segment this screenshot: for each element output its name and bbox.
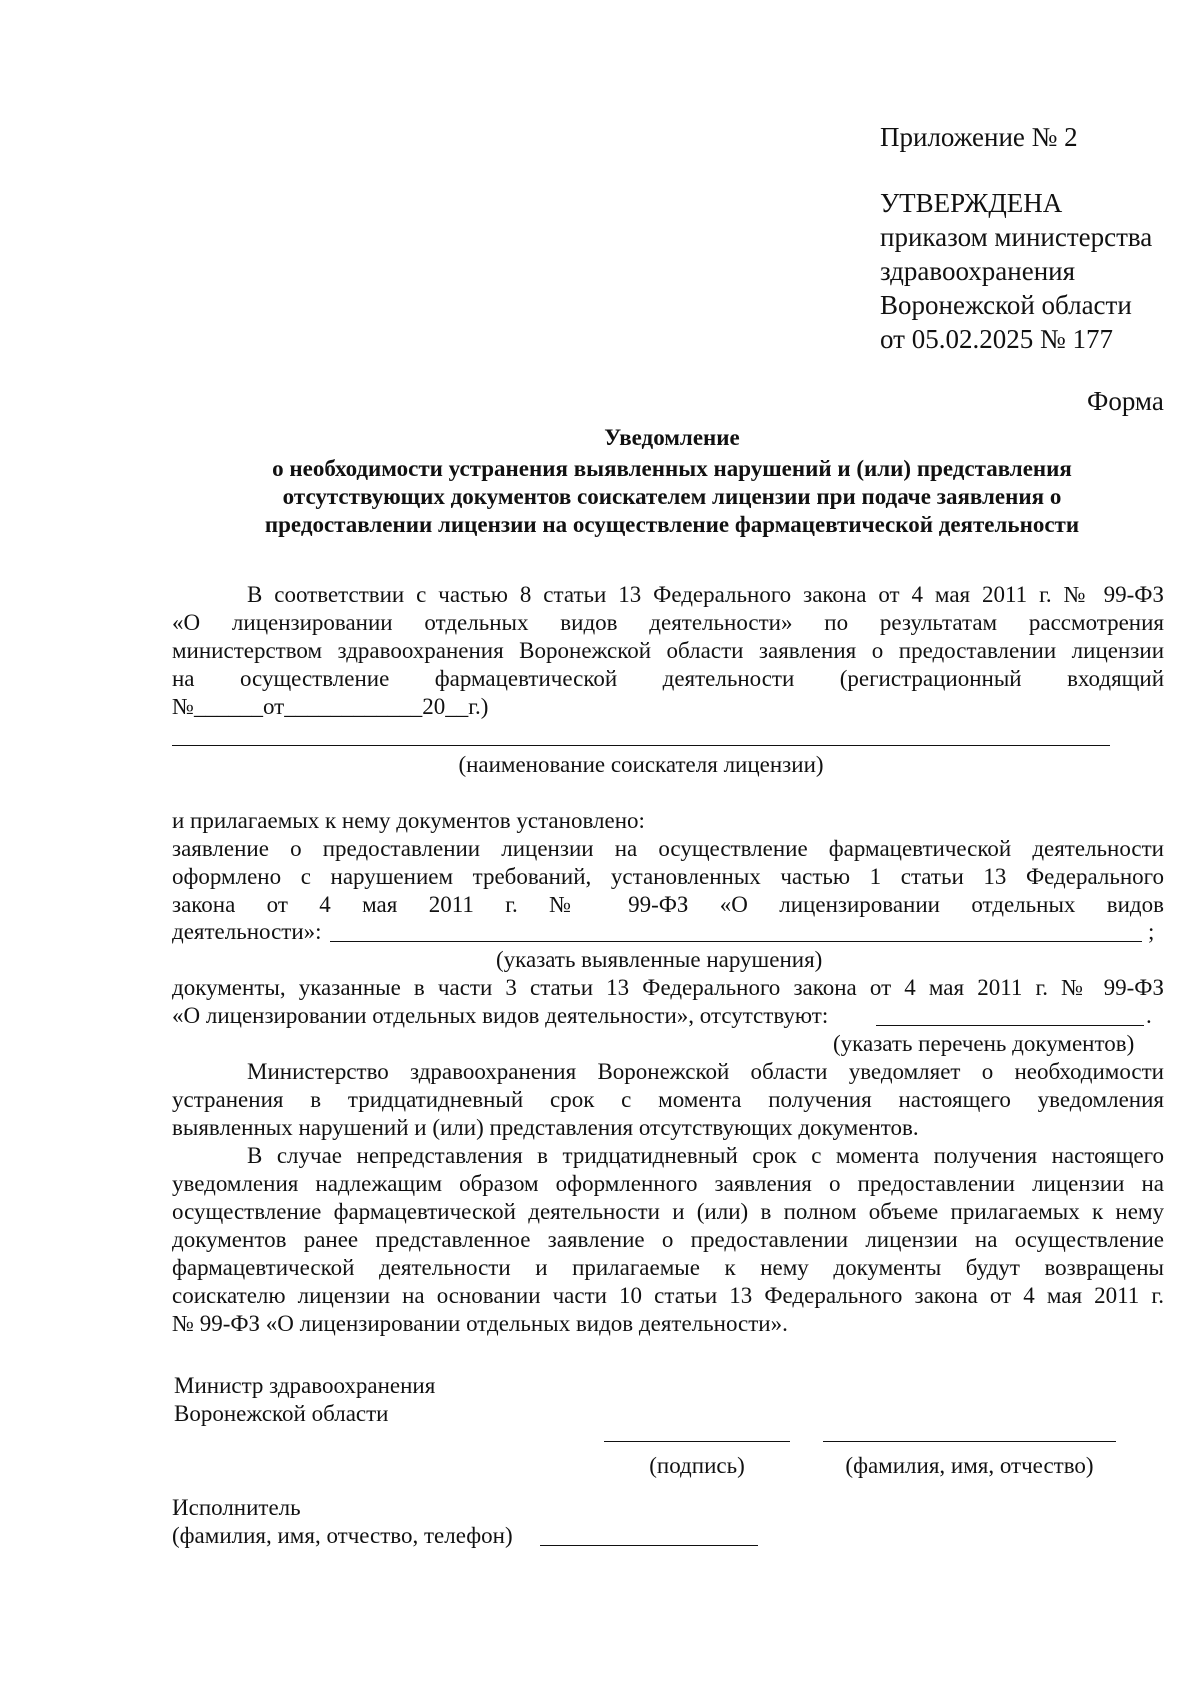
registration-number-line: №______от____________20__г.) (172, 694, 489, 719)
para4-line-4: документов ранее представленное заявление о предоставлении лицензии на осуществление (172, 1227, 1164, 1252)
full-name-caption: (фамилия, имя, отчество) (845, 1453, 1094, 1478)
applicant-caption: (наименование соискателя лицензии) (458, 752, 824, 777)
para2-line-4: деятельности»: (172, 919, 322, 944)
document-title: Уведомление (604, 425, 740, 450)
full-name-rule (823, 1441, 1116, 1442)
signature-caption: (подпись) (649, 1453, 745, 1478)
approved-line-2: здравоохранения (880, 256, 1076, 286)
approved-line-1: приказом министерства (880, 222, 1153, 252)
approved-stamp: УТВЕРЖДЕНА (880, 188, 1063, 218)
approved-order-date: от 05.02.2025 № 177 (880, 324, 1113, 354)
missing-docs-line-2: «О лицензировании отдельных видов деятельности», отсутствуют: (172, 1003, 829, 1028)
para2-line-2: оформлено с нарушением требований, установленных частью 1 статьи 13 Федерального (172, 864, 1164, 889)
executor-details: (фамилия, имя, отчество, телефон) (172, 1523, 513, 1548)
para2-intro: и прилагаемых к нему документов установлено: (172, 808, 645, 833)
para2-line-3: закона от 4 мая 2011 г. № 99-ФЗ «О лицензировании отдельных видов (172, 892, 1164, 917)
title-line-2: о необходимости устранения выявленных нарушений и (или) представления (272, 456, 1072, 481)
para1-line-1: В соответствии с частью 8 статьи 13 Федерального закона от 4 мая 2011 г. № 99-ФЗ (247, 582, 1164, 607)
form-label: Форма (1087, 386, 1164, 416)
para4-line-7: № 99-ФЗ «О лицензировании отдельных видов деятельности». (172, 1311, 788, 1336)
minister-title-line-2: Воронежской области (174, 1401, 389, 1426)
para4-line-2: уведомления надлежащим образом оформленного заявления о предоставлении лицензии на (172, 1171, 1164, 1196)
violations-caption: (указать выявленные нарушения) (496, 947, 823, 972)
para1-line-4: на осуществление фармацевтической деятельности (регистрационный входящий (172, 666, 1164, 691)
minister-title-line-1: Министр здравоохранения (174, 1373, 436, 1398)
para4-line-3: осуществление фармацевтической деятельности и (или) в полном объеме прилагаемых к нему (172, 1199, 1164, 1224)
approved-line-3: Воронежской области (880, 290, 1132, 320)
para1-line-3: министерством здравоохранения Воронежской области заявления о предоставлении лицензии (172, 638, 1164, 663)
title-line-4: предоставлении лицензии на осуществление фармацевтической деятельности (264, 512, 1080, 537)
violations-rule (330, 941, 1142, 942)
para2-line-1: заявление о предоставлении лицензии на осуществление фармацевтической деятельности (172, 836, 1164, 861)
missing-docs-rule (876, 1025, 1144, 1026)
para4-line-6: соискателю лицензии на основании части 10 статьи 13 Федерального закона от 4 мая 2011 г. (172, 1283, 1164, 1308)
para4-line-1: В случае непредставления в тридцатидневный срок с момента получения настоящего (247, 1143, 1164, 1168)
signature-rule (604, 1441, 790, 1442)
para4-line-5: фармацевтической деятельности и прилагаемые к нему документы будут возвращены (172, 1255, 1164, 1280)
violations-semicolon: ; (1148, 919, 1155, 944)
para3-line-2: устранения в тридцатидневный срок с момента получения настоящего уведомления (172, 1087, 1164, 1112)
missing-docs-line-1: документы, указанные в части 3 статьи 13 Федерального закона от 4 мая 2011 г. № 99-ФЗ (172, 975, 1164, 1000)
para3-line-1: Министерство здравоохранения Воронежской области уведомляет о необходимости (247, 1059, 1164, 1084)
appendix-number: Приложение № 2 (880, 122, 1078, 152)
para3-line-3: выявленных нарушений и (или) представления отсутствующих документов. (172, 1115, 919, 1140)
executor-label: Исполнитель (172, 1495, 301, 1520)
applicant-name-rule (172, 745, 1110, 746)
para1-line-2: «О лицензировании отдельных видов деятельности» по результатам рассмотрения (172, 610, 1164, 635)
missing-docs-caption: (указать перечень документов) (833, 1031, 1135, 1056)
title-line-3: отсутствующих документов соискателем лицензии при подаче заявления о (282, 484, 1062, 509)
missing-docs-period: . (1146, 1003, 1152, 1028)
executor-rule (540, 1545, 758, 1546)
